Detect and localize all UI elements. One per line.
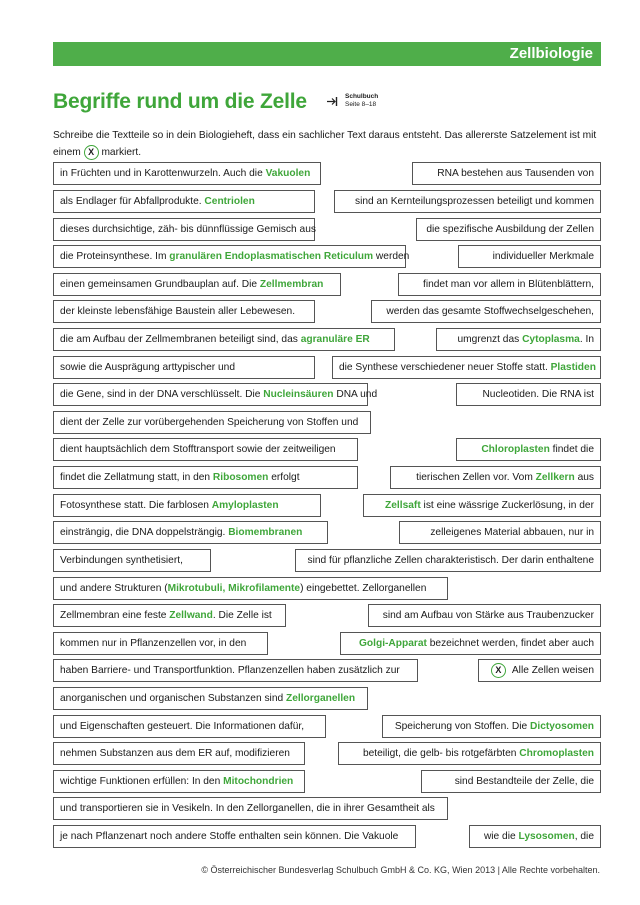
text-strip[interactable] [338,742,601,765]
text-strip[interactable] [53,245,410,268]
strip-text: Nucleotiden. Die RNA ist [482,389,594,400]
text-strip[interactable] [53,632,268,655]
start-marker-icon: X [84,145,99,160]
strip-text: sind für pflanzliche Zellen charakteristisch. Der darin enthaltene [307,555,594,566]
strip-text: und Eigenschaften gesteuert. Die Informationen dafür, [60,721,305,732]
instruction-end: markiert. [101,147,142,158]
strip-text: dient hauptsächlich dem Stofftransport sowie der zeitweiligen [60,444,336,455]
key-term: Chloroplasten [481,444,550,455]
strip-text: je nach Pflanzenart noch andere Stoffe enthalten sein können. Die Vakuole [60,831,399,842]
text-strip[interactable] [332,356,601,379]
strip-text: die Synthese verschiedener neuer Stoffe statt. [339,362,551,373]
subject-banner [53,42,601,66]
text-strip[interactable] [436,328,601,351]
strip-text: bezeichnet werden, findet aber auch [426,638,594,649]
text-strip[interactable] [368,604,601,627]
text-strip[interactable] [398,273,601,296]
key-term: Mitochondrien [223,776,294,787]
strip-text: Verbindungen synthetisiert, [60,555,183,566]
strip-text: RNA bestehen aus Tausenden von [437,168,594,179]
text-strip[interactable] [53,356,315,379]
strip-text: werden [373,251,410,262]
strip-text: erfolgt [268,472,300,483]
strip-text: . Die Zelle ist [212,610,272,621]
text-strip[interactable] [53,797,448,820]
instruction-main: Schreibe die Textteile so in dein Biologieheft, dass ein sachlicher Text daraus entsteht. Das allererste Satzelement ist mit einem [53,130,597,158]
strip-text: einsträngig, die DNA doppelsträngig. [60,527,229,538]
key-term: Zellkern [535,472,575,483]
key-term: Nucleinsäuren [263,389,334,400]
copyright-footer: © Österreichischer Bundesverlag Schulbuch GmbH & Co. KG, Wien 2013 | Alle Rechte vorbehalten. [201,865,600,875]
key-term: Cytoplasma [522,334,580,345]
key-term: agranuläre ER [300,334,370,345]
strip-text: die am Aufbau der Zellmembranen beteiligt sind, das [60,334,301,345]
text-strip[interactable] [53,383,378,406]
key-term: Mikrotubuli, Mikrofilamente [167,583,301,594]
text-strip[interactable] [53,162,321,185]
strip-text: die spezifische Ausbildung der Zellen [426,224,594,235]
text-strip[interactable] [53,273,341,296]
text-strip[interactable] [53,742,305,765]
strip-text: einen gemeinsamen Grundbauplan auf. Die [60,279,260,290]
text-strip[interactable] [53,549,211,572]
strip-text: dient der Zelle zur vorübergehenden Speicherung von Stoffen und [60,417,359,428]
strip-text: individueller Merkmale [492,251,594,262]
text-strip[interactable] [334,190,601,213]
key-term: Zellorganellen [286,693,356,704]
key-term: granulären Endoplasmatischen Reticulum [169,251,374,262]
strip-text: Speicherung von Stoffen. Die [394,721,531,732]
key-term: Biomembranen [228,527,303,538]
text-strip[interactable] [53,218,315,241]
strip-text: sind Bestandteile der Zelle, die [454,776,594,787]
strip-text: dieses durchsichtige, zäh- bis dünnflüssige Gemisch aus [60,224,316,235]
text-strip[interactable] [416,218,601,241]
strip-text: die Proteinsynthese. Im [60,251,170,262]
strip-text: zelleigenes Material abbauen, nur in [430,527,594,538]
start-marker-icon: X [491,663,506,678]
text-strip[interactable] [456,383,601,406]
strip-text: in Früchten und in Karottenwurzeln. Auch die [60,168,266,179]
strip-text: Alle Zellen weisen [511,665,594,676]
text-strip[interactable] [53,494,321,517]
strip-text: beteiligt, die gelb- bis rotgefärbten [362,748,520,759]
strip-text: wie die [483,831,519,842]
key-term: Zellwand [169,610,213,621]
strip-text: findet die [549,444,594,455]
text-strip[interactable] [456,438,601,461]
strip-text: und transportieren sie in Vesikeln. In den Zellorganellen, die in ihrer Gesamtheit als [60,803,435,814]
text-strip[interactable] [53,328,395,351]
text-strip[interactable] [399,521,601,544]
text-strip[interactable] [53,411,371,434]
text-strip[interactable] [478,659,601,682]
text-strip[interactable] [53,715,326,738]
text-strip[interactable] [53,521,328,544]
strip-text: , die [574,831,594,842]
key-term: Vakuolen [265,168,311,179]
text-strip[interactable] [382,715,601,738]
page-title: Begriffe rund um die Zelle [53,90,307,113]
key-term: Dictyosomen [530,721,594,732]
text-strip[interactable] [458,245,601,268]
strip-text: Fotosynthese statt. Die farblosen [60,500,212,511]
text-strip[interactable] [53,604,286,627]
key-term: Ribosomen [212,472,269,483]
text-strip[interactable] [390,466,601,489]
book-pages: Seite 8–18 [345,101,377,108]
book-label: Schulbuch [345,93,379,100]
text-strip[interactable] [421,770,601,793]
strip-text: findet die Zellatmung statt, in den [60,472,213,483]
strip-text: nehmen Substanzen aus dem ER auf, modifizieren [60,748,290,759]
strip-text: tierischen Zellen vor. Vom [416,472,536,483]
strip-text: und andere Strukturen ( [60,583,168,594]
text-strip[interactable] [412,162,601,185]
subject-label: Zellbiologie [509,45,593,62]
key-term: Chromoplasten [519,748,594,759]
strip-text: kommen nur in Pflanzenzellen vor, in den [60,638,247,649]
strip-text: der kleinste lebensfähige Baustein aller Lebewesen. [60,306,296,317]
text-strip[interactable] [53,577,448,600]
strip-text: ) eingebettet. Zellorganellen [300,583,427,594]
text-strip[interactable] [53,825,416,848]
key-term: Golgi-Apparat [359,638,427,649]
book-arrow-icon [326,96,339,107]
instruction-text [53,127,608,161]
key-term: Plastiden [550,362,596,373]
key-term: Zellmembran [259,279,324,290]
key-term: Lysosomen [518,831,575,842]
strip-text: sind an Kernteilungsprozessen beteiligt und kommen [355,196,594,207]
text-strip[interactable] [53,770,305,793]
key-term: Amyloplasten [211,500,279,511]
text-strip[interactable] [371,300,601,323]
strip-text: die Gene, sind in der DNA verschlüsselt. Die [60,389,264,400]
strip-text: . In [579,334,594,345]
text-strip[interactable] [53,300,315,323]
strip-text: aus [574,472,594,483]
strip-text: sind am Aufbau von Stärke aus Traubenzucker [382,610,594,621]
strip-text: wichtige Funktionen erfüllen: In den [60,776,224,787]
strip-text: werden das gesamte Stoffwechselgeschehen, [386,306,594,317]
text-strip[interactable] [53,190,315,213]
text-strip[interactable] [53,687,368,710]
text-strip[interactable] [53,438,358,461]
key-term: Centriolen [204,196,255,207]
text-strip[interactable] [53,659,418,682]
strip-text: findet man vor allem in Blütenblättern, [422,279,594,290]
strip-text: umgrenzt das [457,334,523,345]
strip-text: anorganischen und organischen Substanzen sind [60,693,286,704]
text-strip[interactable] [340,632,601,655]
text-strip[interactable] [469,825,601,848]
text-strip[interactable] [363,494,601,517]
strip-text: sowie die Ausprägung arttypischer und [60,362,235,373]
strip-text: ist eine wässrige Zuckerlösung, in der [420,500,594,511]
key-term: Zellsaft [385,500,421,511]
strip-text: Zellmembran eine feste [60,610,170,621]
text-strip[interactable] [53,466,358,489]
strip-text: als Endlager für Abfallprodukte. [60,196,205,207]
strip-text: DNA und [333,389,378,400]
text-strip[interactable] [295,549,601,572]
strip-text: haben Barriere- und Transportfunktion. Pflanzenzellen haben zusätzlich zur [60,665,400,676]
